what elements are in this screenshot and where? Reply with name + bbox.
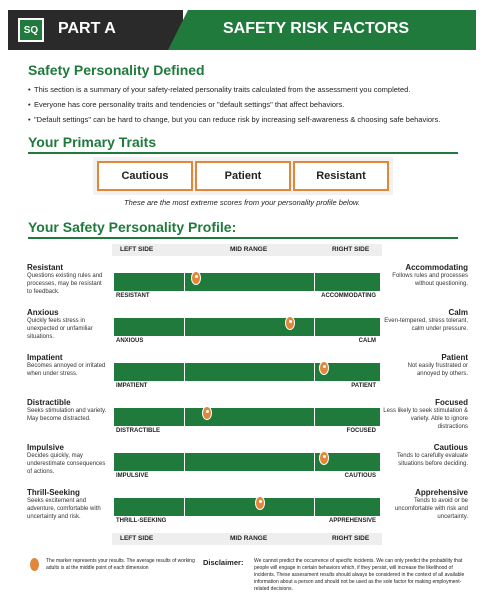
left-trait: [27, 398, 107, 423]
trait-3: Resistant: [293, 161, 389, 191]
left-axis-label: THRILL-SEEKING: [116, 518, 167, 524]
right-trait: [383, 443, 468, 468]
score-marker: [191, 271, 201, 285]
right-title: Patient: [441, 353, 468, 362]
left-title: Impulsive: [27, 443, 64, 452]
score-marker: [319, 361, 329, 375]
right-title: Cautious: [433, 443, 468, 452]
left-desc: Becomes annoyed or irritated when under stress.: [27, 363, 106, 377]
scale-mid: MID RANGE: [230, 535, 268, 542]
left-desc: Quickly feels stress in unexpected or unfamiliar situations.: [27, 318, 93, 340]
score-track: [114, 363, 380, 381]
scale-left: LEFT SIDE: [120, 246, 154, 253]
bullet-3: • "Default settings" can be hard to change, but you can reduce risk by increasing self-awareness & choosing safe behaviors.: [28, 112, 468, 127]
traits-note: These are the most extreme scores from your personality profile below.: [124, 198, 360, 207]
left-desc: Seeks stimulation and variety. May become distracted.: [27, 408, 107, 422]
left-title: Anxious: [27, 308, 59, 317]
left-desc: Decides quickly, may underestimate consequences of actions.: [27, 453, 106, 475]
left-desc: Questions existing rules and processes, may be resistant to feedback.: [27, 273, 103, 295]
trait-1: Cautious: [97, 161, 193, 191]
profile-row: [0, 308, 484, 353]
right-trait: [383, 263, 468, 288]
score-track: [114, 498, 380, 516]
left-trait: [27, 353, 107, 378]
left-title: Impatient: [27, 353, 63, 362]
right-desc: Tends to carefully evaluate situations before deciding.: [396, 453, 468, 467]
page-title: SAFETY RISK FACTORS: [223, 20, 410, 37]
score-marker: [255, 496, 265, 510]
score-marker: [285, 316, 295, 330]
header-banner: [8, 10, 476, 50]
left-axis-label: IMPATIENT: [116, 383, 148, 389]
left-trait: [27, 488, 107, 521]
logo: SQ: [18, 18, 44, 42]
trait-2: Patient: [195, 161, 291, 191]
scale-header-top: [112, 244, 382, 256]
right-axis-label: APPREHENSIVE: [328, 518, 376, 524]
traits-rule: [28, 152, 458, 154]
bullet-2: • Everyone has core personality traits and tendencies or "default settings" that affect behaviors.: [28, 97, 468, 112]
scale-left: LEFT SIDE: [120, 535, 154, 542]
definition-bullets: [28, 82, 468, 127]
marker-note: The marker represents your results. The average results of working adults is at the middle point of each dimension: [46, 558, 195, 571]
right-axis-label: PATIENT: [351, 383, 376, 389]
definition-heading: Safety Personality Defined: [28, 62, 205, 78]
right-title: Calm: [448, 308, 468, 317]
profile-row: [0, 443, 484, 488]
left-trait: [27, 263, 107, 296]
right-title: Accommodating: [405, 263, 468, 272]
disclaimer-text: We cannot predict the occurrence of specific incidents. We can only predict the probability that people will engage in certain behaviors which, if they persist, will increase the likelihood of incidents. These assessment results should always be considered in the context of all available information about a person and should not be used as the sole factor for making employment-related decisions.: [254, 558, 465, 592]
left-title: Thrill-Seeking: [27, 488, 80, 497]
right-trait: [383, 308, 468, 333]
score-track: [114, 273, 380, 291]
right-trait: [383, 353, 468, 378]
left-title: Resistant: [27, 263, 64, 272]
right-title: Focused: [435, 398, 468, 407]
disclaimer-label: Disclaimer:: [203, 558, 244, 567]
right-desc: Less likely to seek stimulation & variety. Able to ignore distractions: [383, 408, 468, 430]
left-axis-label: DISTRACTIBLE: [116, 428, 160, 434]
right-trait: [383, 488, 468, 521]
traits-box: [93, 157, 393, 195]
score-track: [114, 408, 380, 426]
right-desc: Not easily frustrated or annoyed by others.: [407, 363, 468, 377]
right-desc: Tends to avoid or be uncomfortable with risk and uncertainty.: [394, 498, 468, 520]
scale-mid: MID RANGE: [230, 246, 268, 253]
left-axis-label: IMPULSIVE: [116, 473, 149, 479]
profile-row: [0, 398, 484, 443]
score-track: [114, 453, 380, 471]
scale-header-bottom: [112, 533, 382, 545]
traits-heading: Your Primary Traits: [28, 134, 157, 150]
profile-rule: [28, 237, 458, 239]
right-title: Apprehensive: [415, 488, 468, 497]
right-trait: [383, 398, 468, 431]
bullet-1: • This section is a summary of your safety-related personality traits calculated from the assessment you completed.: [28, 82, 468, 97]
scale-right: RIGHT SIDE: [332, 535, 370, 542]
right-desc: Follows rules and processes without questioning.: [392, 273, 468, 287]
score-marker: [202, 406, 212, 420]
score-track: [114, 318, 380, 336]
scale-right: RIGHT SIDE: [332, 246, 370, 253]
right-desc: Even-tempered, stress tolerant, calm under pressure.: [384, 318, 468, 332]
part-label: PART A: [58, 20, 116, 37]
marker-legend-icon: [30, 558, 39, 571]
left-trait: [27, 308, 107, 341]
left-trait: [27, 443, 107, 476]
right-axis-label: CAUTIOUS: [344, 473, 376, 479]
right-axis-label: ACCOMMODATING: [321, 293, 376, 299]
left-desc: Seeks excitement and adventure, comfortable with uncertainty and risk.: [27, 498, 101, 520]
profile-heading: Your Safety Personality Profile:: [28, 219, 237, 235]
profile-row: [0, 488, 484, 533]
left-axis-label: RESISTANT: [116, 293, 150, 299]
profile-row: [0, 263, 484, 308]
profile-row: [0, 353, 484, 398]
right-axis-label: FOCUSED: [346, 428, 376, 434]
left-axis-label: ANXIOUS: [116, 338, 144, 344]
left-title: Distractible: [27, 398, 71, 407]
right-axis-label: CALM: [358, 338, 376, 344]
score-marker: [319, 451, 329, 465]
